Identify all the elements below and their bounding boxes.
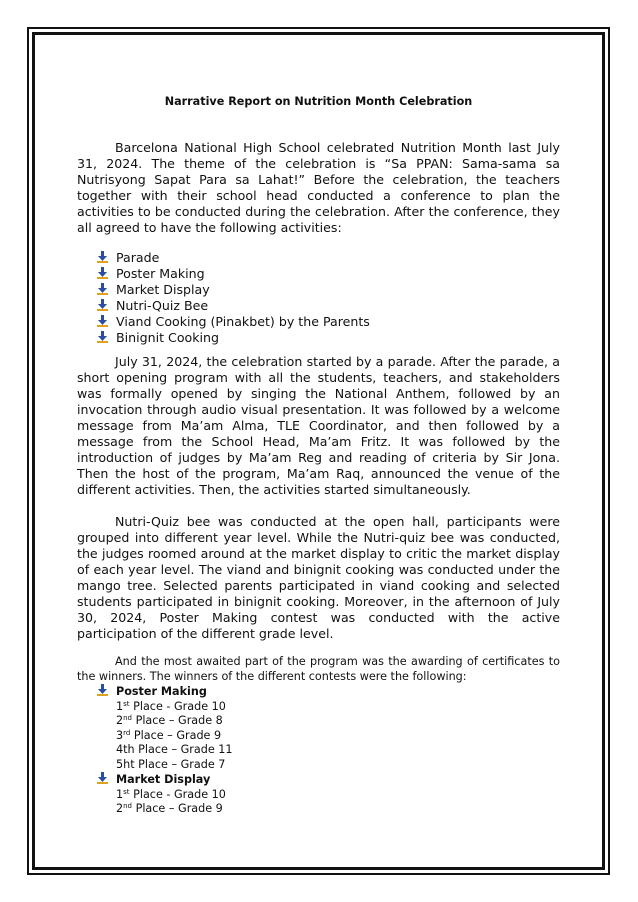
- intro-paragraph: Barcelona National High School celebrated Nutrition Month last July 31, 2024. The theme of the celebration is “Sa PPAN: Sama-sama sa Nutrisyong Sapat Para sa Lahat!” Before the celebration, the teachers together with their school head conducted a conference to plan the activities to be conducted during the celebration. After the conference, they all agreed to have the following activities:: [77, 140, 560, 235]
- arrow-down-bullet-icon: [97, 772, 108, 784]
- arrow-down-bullet-icon: [97, 251, 108, 263]
- list-item: Viand Cooking (Pinakbet) by the Parents: [77, 314, 560, 330]
- document-body: [77, 95, 560, 817]
- winner-place: 1st Place - Grade 10: [116, 787, 226, 801]
- program-paragraph: July 31, 2024, the celebration started by a parade. After the parade, a short opening program with all the students, teachers, and stakeholders was formally opened by singing the National Anthem, followed by an invocation through audio visual presentation. It was followed by a welcome message from Ma’am Alma, TLE Coordinator, and then followed by a message from the School Head, Ma’am Fritz. It was followed by the introduction of judges by Ma’am Reg and reading of criteria by Sir Jona. Then the host of the program, Ma’am Raq, announced the venue of the different activities. Then, the activities started simultaneously.: [77, 354, 560, 497]
- winner-category-poster-making: Poster Making: [77, 684, 560, 700]
- winner-place: 3rd Place – Grade 9: [116, 728, 222, 742]
- list-item: Market Display: [77, 282, 560, 298]
- activities-paragraph: Nutri-Quiz bee was conducted at the open hall, participants were grouped into different year level. While the Nutri-quiz bee was conducted, the judges roomed around at the market display to critic the market display of each year level. The viand and binignit cooking was conducted under the mango tree. Selected parents participated in viand cooking and selected students participated in binignit cooking. Moreover, in the afternoon of July 30, 2024, Poster Making contest was conducted with the active participation of the different grade level.: [77, 514, 560, 641]
- arrow-down-bullet-icon: [97, 684, 108, 696]
- document-title: Narrative Report on Nutrition Month Celebration: [164, 95, 473, 108]
- winner-place: 5ht Place – Grade 7: [116, 757, 226, 771]
- list-item: Binignit Cooking: [77, 330, 560, 346]
- winner-place: 2nd Place – Grade 9: [116, 802, 223, 815]
- arrow-down-bullet-icon: [97, 315, 108, 327]
- winners-list: [77, 684, 560, 817]
- awarding-paragraph: And the most awaited part of the program was the awarding of certificates to the winners. The winners of the different contests were the following:: [77, 655, 560, 683]
- winner-place: 4th Place – Grade 11: [116, 743, 233, 756]
- winner-category-market-display: Market Display: [77, 772, 560, 788]
- winner-place: 1st Place - Grade 10: [116, 699, 226, 713]
- list-item: Nutri-Quiz Bee: [77, 298, 560, 314]
- list-item: Parade: [77, 250, 560, 266]
- activities-list: [77, 250, 560, 346]
- arrow-down-bullet-icon: [97, 267, 108, 279]
- arrow-down-bullet-icon: [97, 299, 108, 311]
- arrow-down-bullet-icon: [97, 331, 108, 343]
- winner-place: 2nd Place – Grade 8: [116, 714, 223, 727]
- list-item: Poster Making: [77, 266, 560, 282]
- arrow-down-bullet-icon: [97, 283, 108, 295]
